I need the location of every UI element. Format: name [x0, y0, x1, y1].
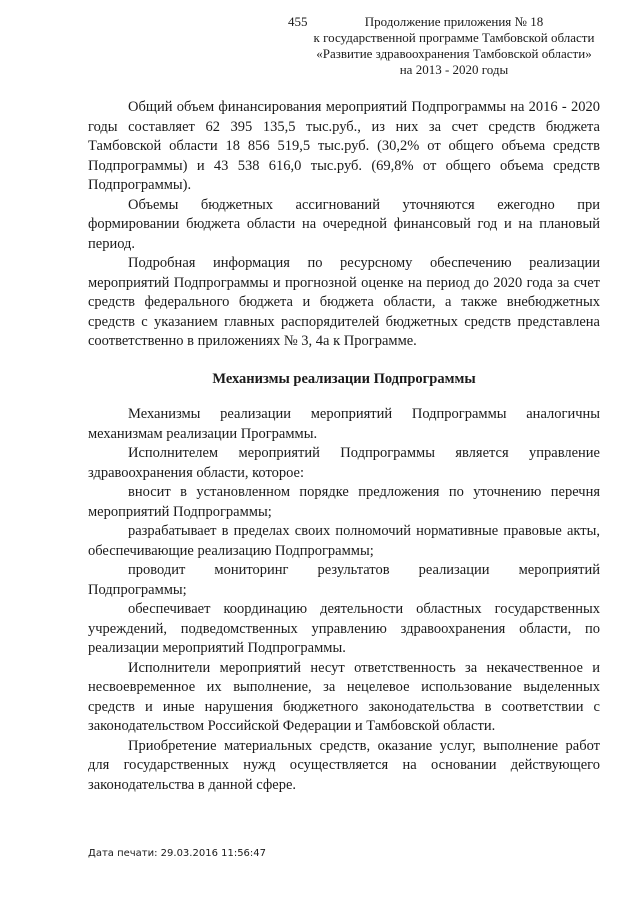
paragraph: Исполнители мероприятий несут ответственность за некачественное и несвоевременное их выполнение, за нецелевое использование выделенных средств и иные нарушения бюджетного законодательства в соответствии с законодательством Российской Федерации и Тамбовской области. — [88, 659, 600, 734]
paragraph: Объемы бюджетных ассигнований уточняются ежегодно при формировании бюджета области на очередной финансовый год и на плановый период. — [88, 196, 600, 252]
header-line: на 2013 - 2020 годы — [399, 62, 509, 77]
paragraph: проводит мониторинг результатов реализации мероприятий Подпрограммы; — [88, 562, 600, 598]
paragraph: Механизмы реализации мероприятий Подпрограммы аналогичны механизмам реализации Программы. — [88, 406, 600, 442]
paragraph: Приобретение материальных средств, оказание услуг, выполнение работ для государственных нужд осуществляется на основании действующего законодательства в данной сфере. — [88, 737, 600, 793]
document-body — [88, 98, 600, 795]
paragraph: Исполнителем мероприятий Подпрограммы является управление здравоохранения области, которое: — [88, 445, 600, 481]
print-date: Дата печати: 29.03.2016 11:56:47 — [88, 848, 267, 859]
paragraph: Общий объем финансирования мероприятий Подпрограммы на 2016 - 2020 годы составляет 62 395 135,5 тыс.руб., из них за счет средств бюджета Тамбовской области 18 856 519,5 тыс.руб. (30,2% от общего объема средств Подпрограммы) и 43 538 616,0 тыс.руб. (69,8% от общего объема средств Подпрограммы). — [88, 99, 600, 193]
paragraph: Подробная информация по ресурсному обеспечению реализации мероприятий Подпрограммы и прогнозной оценке на период до 2020 года за счет средств федерального бюджета и бюджета области, а также внебюджетных средств с указанием главных распорядителей бюджетных средств представлена соответственно в приложениях № 3, 4а к Программе. — [88, 255, 600, 349]
page-number: 455 — [288, 14, 308, 29]
paragraph: разрабатывает в пределах своих полномочий нормативные правовые акты, обеспечивающие реализацию Подпрограммы; — [88, 523, 600, 559]
document-header — [300, 14, 608, 78]
header-line: «Развитие здравоохранения Тамбовской области» — [316, 46, 592, 61]
header-line: к государственной программе Тамбовской области — [313, 30, 595, 45]
paragraph: обеспечивает координацию деятельности областных государственных учреждений, подведомственных управлению здравоохранения области, по реализации мероприятий Подпрограммы. — [88, 601, 600, 656]
header-line: Продолжение приложения № 18 — [364, 14, 544, 29]
section-title: Механизмы реализации Подпрограммы — [212, 370, 476, 387]
paragraph: вносит в установленном порядке предложения по уточнению перечня мероприятий Подпрограммы; — [88, 484, 600, 520]
